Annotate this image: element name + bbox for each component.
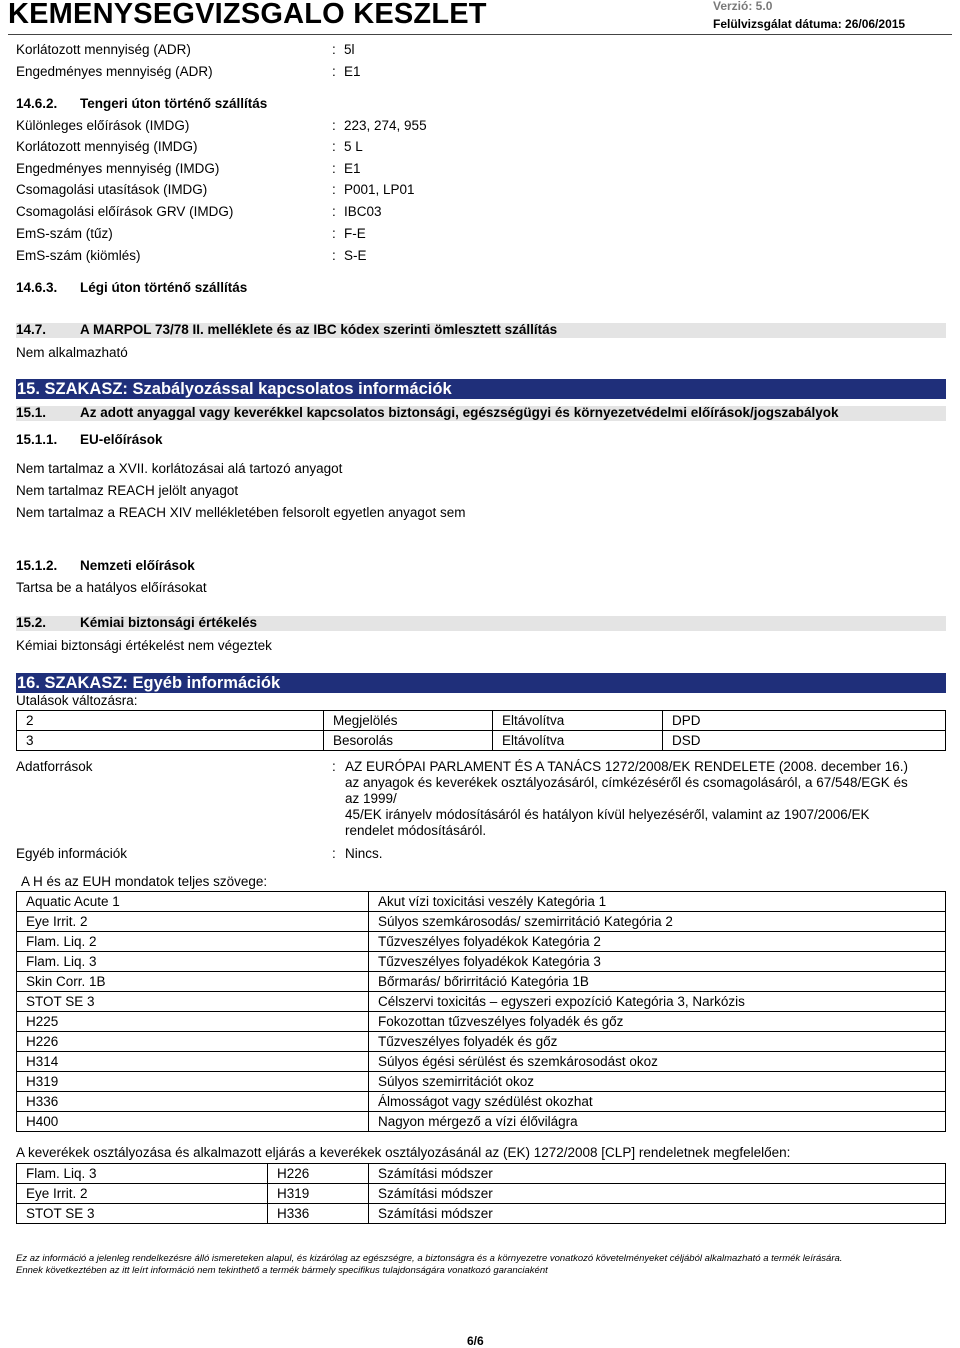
colon-separator: : [332,226,336,241]
table-cell: Súlyos égési sérülést és szemkárosodást okoz [369,1052,946,1072]
colon-separator: : [332,139,336,154]
row-value: 5l [344,42,355,57]
table-cell: H400 [17,1112,369,1132]
table-cell: H226 [17,1032,369,1052]
table-cell: Számítási módszer [369,1184,946,1204]
table-cell: Eltávolítva [493,731,663,751]
colon-separator: : [332,64,336,79]
body-text: Nem tartalmaz a XVII. korlátozásai alá tartozó anyagot [16,461,343,476]
table-cell: Fokozottan tűzveszélyes folyadék és gőz [369,1012,946,1032]
table-cell: Eye Irrit. 2 [17,1184,268,1204]
table-cell: H314 [17,1052,369,1072]
table-row [17,1032,946,1052]
colon-separator: : [332,118,336,133]
table-row [17,952,946,972]
table-cell: 2 [17,711,324,731]
imdg-row: EmS-szám (kiömlés) : S-E [16,248,367,263]
table-cell: Flam. Liq. 2 [17,932,369,952]
imdg-row: Engedményes mennyiség (IMDG) : E1 [16,161,361,176]
document-title: KEMENYSEGVIZSGALO KESZLET [8,0,487,30]
other-info-row: Egyéb információk : Nincs. [16,846,383,861]
subsection-heading: 15.1. Az adott anyaggal vagy keverékkel kapcsolatos biztonsági, egészségügyi és környezetvédelmi előírások/jogszabályok [16,405,839,420]
table-row [17,711,946,731]
header-divider [8,34,952,35]
colon-separator: : [332,204,336,219]
section-15-header: 15. SZAKASZ: Szabályozással kapcsolatos információk [16,379,946,399]
subsection-heading: 14.6.3. Légi úton történő szállítás [16,280,248,295]
table-cell: Aquatic Acute 1 [17,892,369,912]
table-row [17,972,946,992]
table-row [17,932,946,952]
table-cell: Számítási módszer [369,1204,946,1224]
body-text: Kémiai biztonsági értékelést nem végeztek [16,638,272,653]
version-label: Verzió: 5.0 [713,0,773,13]
body-text: Nem tartalmaz REACH jelölt anyagot [16,483,239,498]
table-cell: Nagyon mérgező a vízi élővilágra [369,1112,946,1132]
body-text: Tartsa be a hatályos előírásokat [16,580,207,595]
row-value: E1 [344,64,361,79]
sources-row: Adatforrások : [16,759,336,774]
imdg-row: Csomagolási utasítások (IMDG) : P001, LP01 [16,182,415,197]
table-cell: Flam. Liq. 3 [17,952,369,972]
subsection-heading: 15.1.2. Nemzeti előírások [16,558,195,573]
table-cell: H226 [268,1164,369,1184]
subsection-heading: 15.2. Kémiai biztonsági értékelés [16,615,258,630]
table-cell: Eye Irrit. 2 [17,912,369,932]
revision-date: Felülvizsgálat dátuma: 26/06/2015 [713,17,906,31]
colon-separator: : [332,161,336,176]
table-cell: H336 [17,1092,369,1112]
body-text: Nem tartalmaz a REACH XIV mellékletében felsorolt egyetlen anyagot sem [16,505,466,520]
changes-table [16,710,946,751]
imdg-row: Csomagolási előírások GRV (IMDG) : IBC03 [16,204,382,219]
table-cell: H319 [268,1184,369,1204]
adr-row [16,64,946,84]
table-row [17,992,946,1012]
subsection-heading: 14.6.2. Tengeri úton történő szállítás [16,96,268,111]
h-statements-label: A H és az EUH mondatok teljes szövege: [21,874,268,889]
footer-disclaimer: Ez az információ a jelenleg rendelkezésre álló ismereteken alapul, és kizárólag az egészségre, a biztonságra és a környezetre vonatkozó követelményeket céljából alkalmazható a termék leírására. [16,1253,843,1264]
clp-label: A keverékek osztályozása és alkalmazott eljárás a keverékek osztályozásánál az (EK) 1272/2008 [CLP] rendeletnek megfelelően: [16,1145,791,1160]
subsection-heading: 15.1.1. EU-előírások [16,432,163,447]
table-row [17,1204,946,1224]
table-cell: DPD [663,711,946,731]
table-row [17,892,946,912]
table-cell: Bőrmarás/ bőrirritáció Kategória 1B [369,972,946,992]
table-cell: 3 [17,731,324,751]
clp-table [16,1163,946,1224]
body-text: Nem alkalmazható [16,345,128,360]
table-cell: Célszervi toxicitás – egyszeri expozíció Kategória 3, Narkózis [369,992,946,1012]
imdg-row: Korlátozott mennyiség (IMDG) : 5 L [16,139,363,154]
table-cell: Súlyos szemirritációt okoz [369,1072,946,1092]
table-cell: Flam. Liq. 3 [17,1164,268,1184]
table-cell: Besorolás [324,731,493,751]
table-cell: Tűzveszélyes folyadék és gőz [369,1032,946,1052]
changes-label: Utalások változásra: [16,693,138,708]
colon-separator: : [332,846,336,861]
table-cell: Álmosságot vagy szédülést okozhat [369,1092,946,1112]
table-row [17,1092,946,1112]
sources-value: AZ EURÓPAI PARLAMENT ÉS A TANÁCS 1272/2008/EK RENDELETE (2008. december 16.) az anyagok és keverékek osztályozásáról, címkézéséről és csomagolásáról, a 67/548/EGK és az 1999/ 45/EK irányelv módosításáról és hatályon kívül helyezéséről, valamint az 1907/2006/EK rendelet módosításáról. [345,759,908,838]
subsection-heading: 14.7. A MARPOL 73/78 II. melléklete és az IBC kódex szerinti ömlesztett szállítás [16,322,558,337]
table-row [17,1072,946,1092]
colon-separator: : [332,248,336,263]
footer-disclaimer: Ennek következtében az itt leírt információ nem tekinthető a termék bármely specifikus tulajdonságára vonatkozó garanciaként [16,1265,548,1276]
table-cell: H336 [268,1204,369,1224]
table-cell: STOT SE 3 [17,992,369,1012]
row-label: Korlátozott mennyiség (ADR) [16,42,191,57]
table-cell: DSD [663,731,946,751]
table-row [17,1112,946,1132]
colon-separator: : [332,759,336,774]
table-cell: H319 [17,1072,369,1092]
page-number: 6/6 [467,1334,484,1348]
table-cell: Eltávolítva [493,711,663,731]
colon-separator: : [332,182,336,197]
colon-separator: : [332,42,336,57]
table-cell: Számítási módszer [369,1164,946,1184]
table-cell: STOT SE 3 [17,1204,268,1224]
table-cell: Akut vízi toxicitási veszély Kategória 1 [369,892,946,912]
table-row [17,1184,946,1204]
table-cell: Skin Corr. 1B [17,972,369,992]
table-cell: H225 [17,1012,369,1032]
table-cell: Megjelölés [324,711,493,731]
adr-row [16,42,946,62]
table-row [17,912,946,932]
row-label: Engedményes mennyiség (ADR) [16,64,213,79]
imdg-row: Különleges előírások (IMDG) : 223, 274, 955 [16,118,427,133]
section-16-header: 16. SZAKASZ: Egyéb információk [16,673,946,693]
table-cell: Tűzveszélyes folyadékok Kategória 2 [369,932,946,952]
table-cell: Súlyos szemkárosodás/ szemirritáció Kategória 2 [369,912,946,932]
imdg-row: EmS-szám (tűz) : F-E [16,226,366,241]
table-cell: Tűzveszélyes folyadékok Kategória 3 [369,952,946,972]
table-row [17,1052,946,1072]
table-row [17,1164,946,1184]
table-row [17,1012,946,1032]
h-statements-table [16,891,946,1132]
table-row [17,731,946,751]
